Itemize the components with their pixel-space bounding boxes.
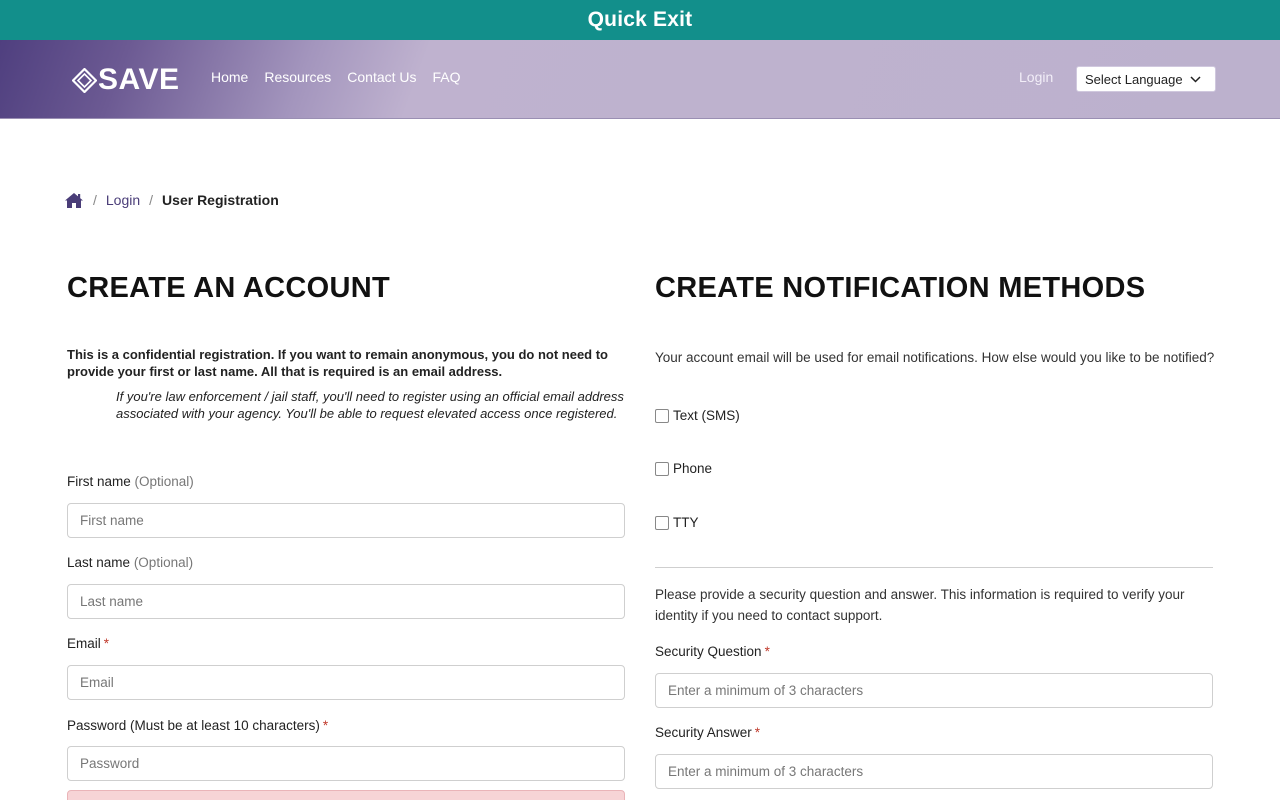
nav-faq[interactable]: FAQ (432, 69, 461, 85)
sms-checkbox[interactable] (655, 409, 669, 423)
tty-label: TTY (673, 515, 699, 530)
language-select-label: Select Language (1085, 71, 1183, 87)
first-name-label (67, 474, 194, 489)
logo-text: SAVE (98, 63, 180, 96)
home-icon[interactable] (64, 191, 84, 209)
required-marker: * (764, 644, 770, 659)
breadcrumb-separator: / (93, 192, 97, 208)
notification-methods-title: CREATE NOTIFICATION METHODS (655, 272, 1146, 304)
quick-exit-button[interactable] (0, 0, 1280, 40)
main-nav (211, 69, 461, 85)
nav-contact-us[interactable]: Contact Us (347, 69, 417, 85)
site-header (0, 40, 1280, 119)
security-answer-label (655, 725, 760, 740)
section-divider (655, 567, 1213, 568)
language-select[interactable] (1076, 66, 1216, 92)
breadcrumb-current: User Registration (162, 192, 279, 208)
security-question-field[interactable] (655, 673, 1213, 708)
breadcrumb (64, 190, 279, 210)
password-requirements-alert (67, 790, 625, 800)
password-label-text: Password (Must be at least 10 characters) (67, 718, 320, 733)
create-account-title: CREATE AN ACCOUNT (67, 272, 391, 304)
phone-option[interactable] (655, 461, 712, 476)
first-name-label-text: First name (67, 474, 131, 489)
quick-exit-label: Quick Exit (587, 8, 693, 31)
password-field[interactable] (67, 746, 625, 781)
first-name-field[interactable] (67, 503, 625, 538)
tty-checkbox[interactable] (655, 516, 669, 530)
tty-option[interactable] (655, 515, 699, 530)
confidential-notice: This is a confidential registration. If you want to remain anonymous, you do not need to provide your first or last name. All that is required is an email address. (67, 347, 608, 379)
last-name-label (67, 555, 193, 570)
email-label-text: Email (67, 636, 101, 651)
security-question-label (655, 644, 770, 659)
security-question-label-text: Security Question (655, 644, 762, 659)
phone-label: Phone (673, 461, 713, 476)
diamond-logo-icon (72, 68, 97, 93)
required-marker: * (103, 636, 110, 651)
sms-label: Text (SMS) (673, 408, 740, 423)
breadcrumb-separator: / (149, 192, 154, 208)
logo[interactable] (72, 64, 179, 96)
optional-hint: (Optional) (134, 474, 194, 489)
email-field[interactable] (67, 665, 625, 700)
sms-option[interactable] (655, 408, 740, 423)
last-name-label-text: Last name (67, 555, 131, 570)
security-answer-field[interactable] (655, 754, 1213, 789)
nav-home[interactable]: Home (211, 69, 249, 85)
required-marker: * (322, 718, 329, 733)
password-label (67, 718, 328, 733)
security-answer-label-text: Security Answer (655, 725, 752, 740)
nav-resources[interactable]: Resources (264, 69, 332, 85)
nav-login[interactable]: Login (1019, 69, 1054, 85)
chevron-down-icon (1190, 76, 1201, 83)
law-enforcement-notice: If you're law enforcement / jail staff, you'll need to register using an official email address associated with your agency. You'll be able to request elevated access once registered. (116, 389, 624, 421)
last-name-field[interactable] (67, 584, 625, 619)
notification-intro: Your account email will be used for email notifications. How else would you like to be notified? (655, 350, 1215, 365)
security-intro: Please provide a security question and answer. This information is required to verify your identity if you need to contact support. (655, 587, 1185, 623)
breadcrumb-login[interactable]: Login (105, 192, 141, 208)
phone-checkbox[interactable] (655, 462, 669, 476)
email-label (67, 636, 109, 651)
required-marker: * (754, 725, 761, 740)
optional-hint: (Optional) (133, 555, 194, 570)
